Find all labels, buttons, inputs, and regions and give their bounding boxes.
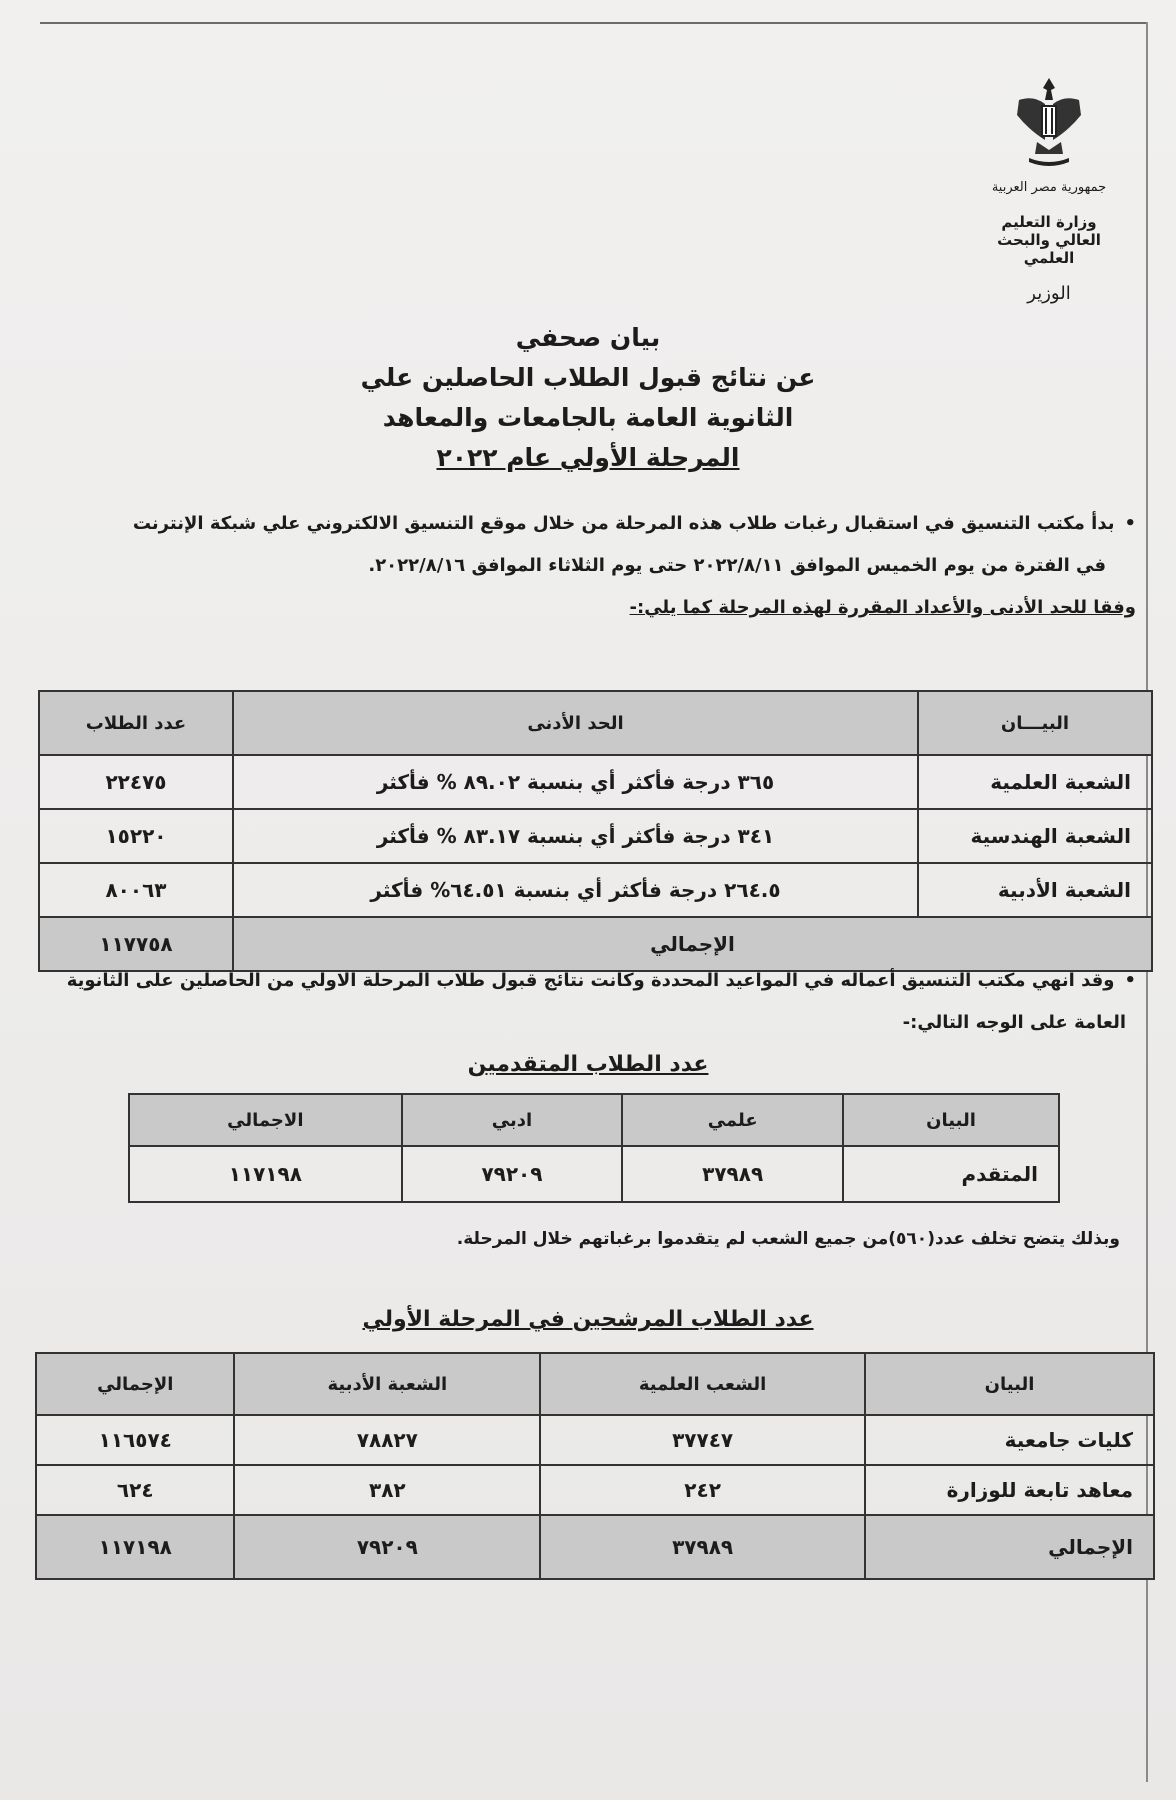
eagle-emblem-icon xyxy=(1009,70,1089,170)
intro-line-1: • بدأ مكتب التنسيق في استقبال رغبات طلاب هذه المرحلة من خلال موقع التنسيق الالكتروني علي شبكة الإنترنت xyxy=(40,503,1136,545)
minimum-scores-table xyxy=(38,690,1153,972)
t3-row-label: معاهد تابعة للوزارة xyxy=(865,1465,1154,1515)
t3-total-total: ١١٧١٩٨ xyxy=(36,1515,234,1579)
country-name: جمهورية مصر العربية xyxy=(991,180,1107,195)
ministry-name: وزارة التعليم العالي والبحث العلمي xyxy=(997,213,1101,267)
t3-row-sci: ٢٤٢ xyxy=(540,1465,865,1515)
t3-header-label: البيان xyxy=(865,1353,1154,1415)
t1-row-min: ٣٤١ درجة فأكثر أي بنسبة ٨٣.١٧ % فأكثر xyxy=(233,809,918,863)
nominees-title: عدد الطلاب المرشحين في المرحلة الأولي xyxy=(362,1307,814,1332)
t1-row-min: ٢٦٤.٥ درجة فأكثر أي بنسبة ٦٤.٥١% فأكثر xyxy=(233,863,918,917)
table-row xyxy=(36,1415,1154,1465)
intro-line-2: في الفترة من يوم الخميس الموافق ٢٠٢٢/٨/١١ حتى يوم الثلاثاء الموافق ٢٠٢٢/٨/١٦. xyxy=(368,555,1106,576)
top-border-line xyxy=(40,22,1146,24)
title-press-release: بيان صحفي xyxy=(515,323,661,352)
t3-row-sci: ٣٧٧٤٧ xyxy=(540,1415,865,1465)
t3-row-lit: ٣٨٢ xyxy=(234,1465,540,1515)
t2-header-sci: علمي xyxy=(622,1094,843,1146)
t1-total-label: الإجمالي xyxy=(233,917,1152,971)
t1-total-count: ١١٧٧٥٨ xyxy=(39,917,233,971)
t3-total-sci: ٣٧٩٨٩ xyxy=(540,1515,865,1579)
t2-header-total: الاجمالي xyxy=(129,1094,402,1146)
title-subject-1: عن نتائج قبول الطلاب الحاصلين علي xyxy=(360,363,816,392)
t1-header-label: البيـــان xyxy=(918,691,1152,755)
results-line-1: • وقد انهي مكتب التنسيق أعماله في المواعيد المحددة وكانت نتائج قبول طلاب المرحلة الاولي من الحاصلين على الثانوية xyxy=(40,960,1136,1002)
t3-header-total: الإجمالي xyxy=(36,1353,234,1415)
letterhead xyxy=(984,70,1114,304)
t3-row-total: ٦٢٤ xyxy=(36,1465,234,1515)
t3-row-label: كليات جامعية xyxy=(865,1415,1154,1465)
intro-line-3: وفقا للحد الأدنى والأعداد المقررة لهذه المرحلة كما يلي:- xyxy=(629,597,1136,618)
table-row xyxy=(39,755,1152,809)
applicants-table xyxy=(128,1093,1060,1203)
applicants-title: عدد الطلاب المتقدمين xyxy=(467,1052,709,1077)
t2-row-sci: ٣٧٩٨٩ xyxy=(622,1146,843,1202)
results-line-2: العامة على الوجه التالي:- xyxy=(902,1012,1126,1033)
t2-header-lit: ادبي xyxy=(402,1094,623,1146)
t1-header-min: الحد الأدنى xyxy=(233,691,918,755)
intro-paragraph xyxy=(40,503,1136,629)
table-row xyxy=(129,1146,1059,1202)
t2-row-total: ١١٧١٩٨ xyxy=(129,1146,402,1202)
t1-row-min: ٣٦٥ درجة فأكثر أي بنسبة ٨٩.٠٢ % فأكثر xyxy=(233,755,918,809)
t3-header-sci: الشعب العلمية xyxy=(540,1353,865,1415)
title-phase: المرحلة الأولي عام ٢٠٢٢ xyxy=(436,443,740,472)
table-row xyxy=(36,1465,1154,1515)
t2-row-lit: ٧٩٢٠٩ xyxy=(402,1146,623,1202)
results-paragraph xyxy=(40,960,1136,1044)
absence-note: وبذلك يتضح تخلف عدد(٥٦٠)من جميع الشعب لم يتقدموا برغباتهم خلال المرحلة. xyxy=(456,1229,1120,1249)
table-row-total xyxy=(36,1515,1154,1579)
t1-row-label: الشعبة الأدبية xyxy=(918,863,1152,917)
table-row xyxy=(39,809,1152,863)
t1-row-label: الشعبة العلمية xyxy=(918,755,1152,809)
t1-row-count: ٢٢٤٧٥ xyxy=(39,755,233,809)
t3-row-lit: ٧٨٨٢٧ xyxy=(234,1415,540,1465)
t1-row-count: ١٥٢٢٠ xyxy=(39,809,233,863)
table-row xyxy=(39,863,1152,917)
t3-total-label: الإجمالي xyxy=(865,1515,1154,1579)
document-titles xyxy=(0,318,1176,478)
t3-total-lit: ٧٩٢٠٩ xyxy=(234,1515,540,1579)
minister-label: الوزير xyxy=(1027,283,1071,304)
t3-row-total: ١١٦٥٧٤ xyxy=(36,1415,234,1465)
t1-row-label: الشعبة الهندسية xyxy=(918,809,1152,863)
t1-header-count: عدد الطلاب xyxy=(39,691,233,755)
t2-header-label: البيان xyxy=(843,1094,1059,1146)
t1-row-count: ٨٠٠٦٣ xyxy=(39,863,233,917)
title-subject-2: الثانوية العامة بالجامعات والمعاهد xyxy=(382,403,794,432)
t2-row-label: المتقدم xyxy=(843,1146,1059,1202)
nominees-table xyxy=(35,1352,1155,1580)
t3-header-lit: الشعبة الأدبية xyxy=(234,1353,540,1415)
